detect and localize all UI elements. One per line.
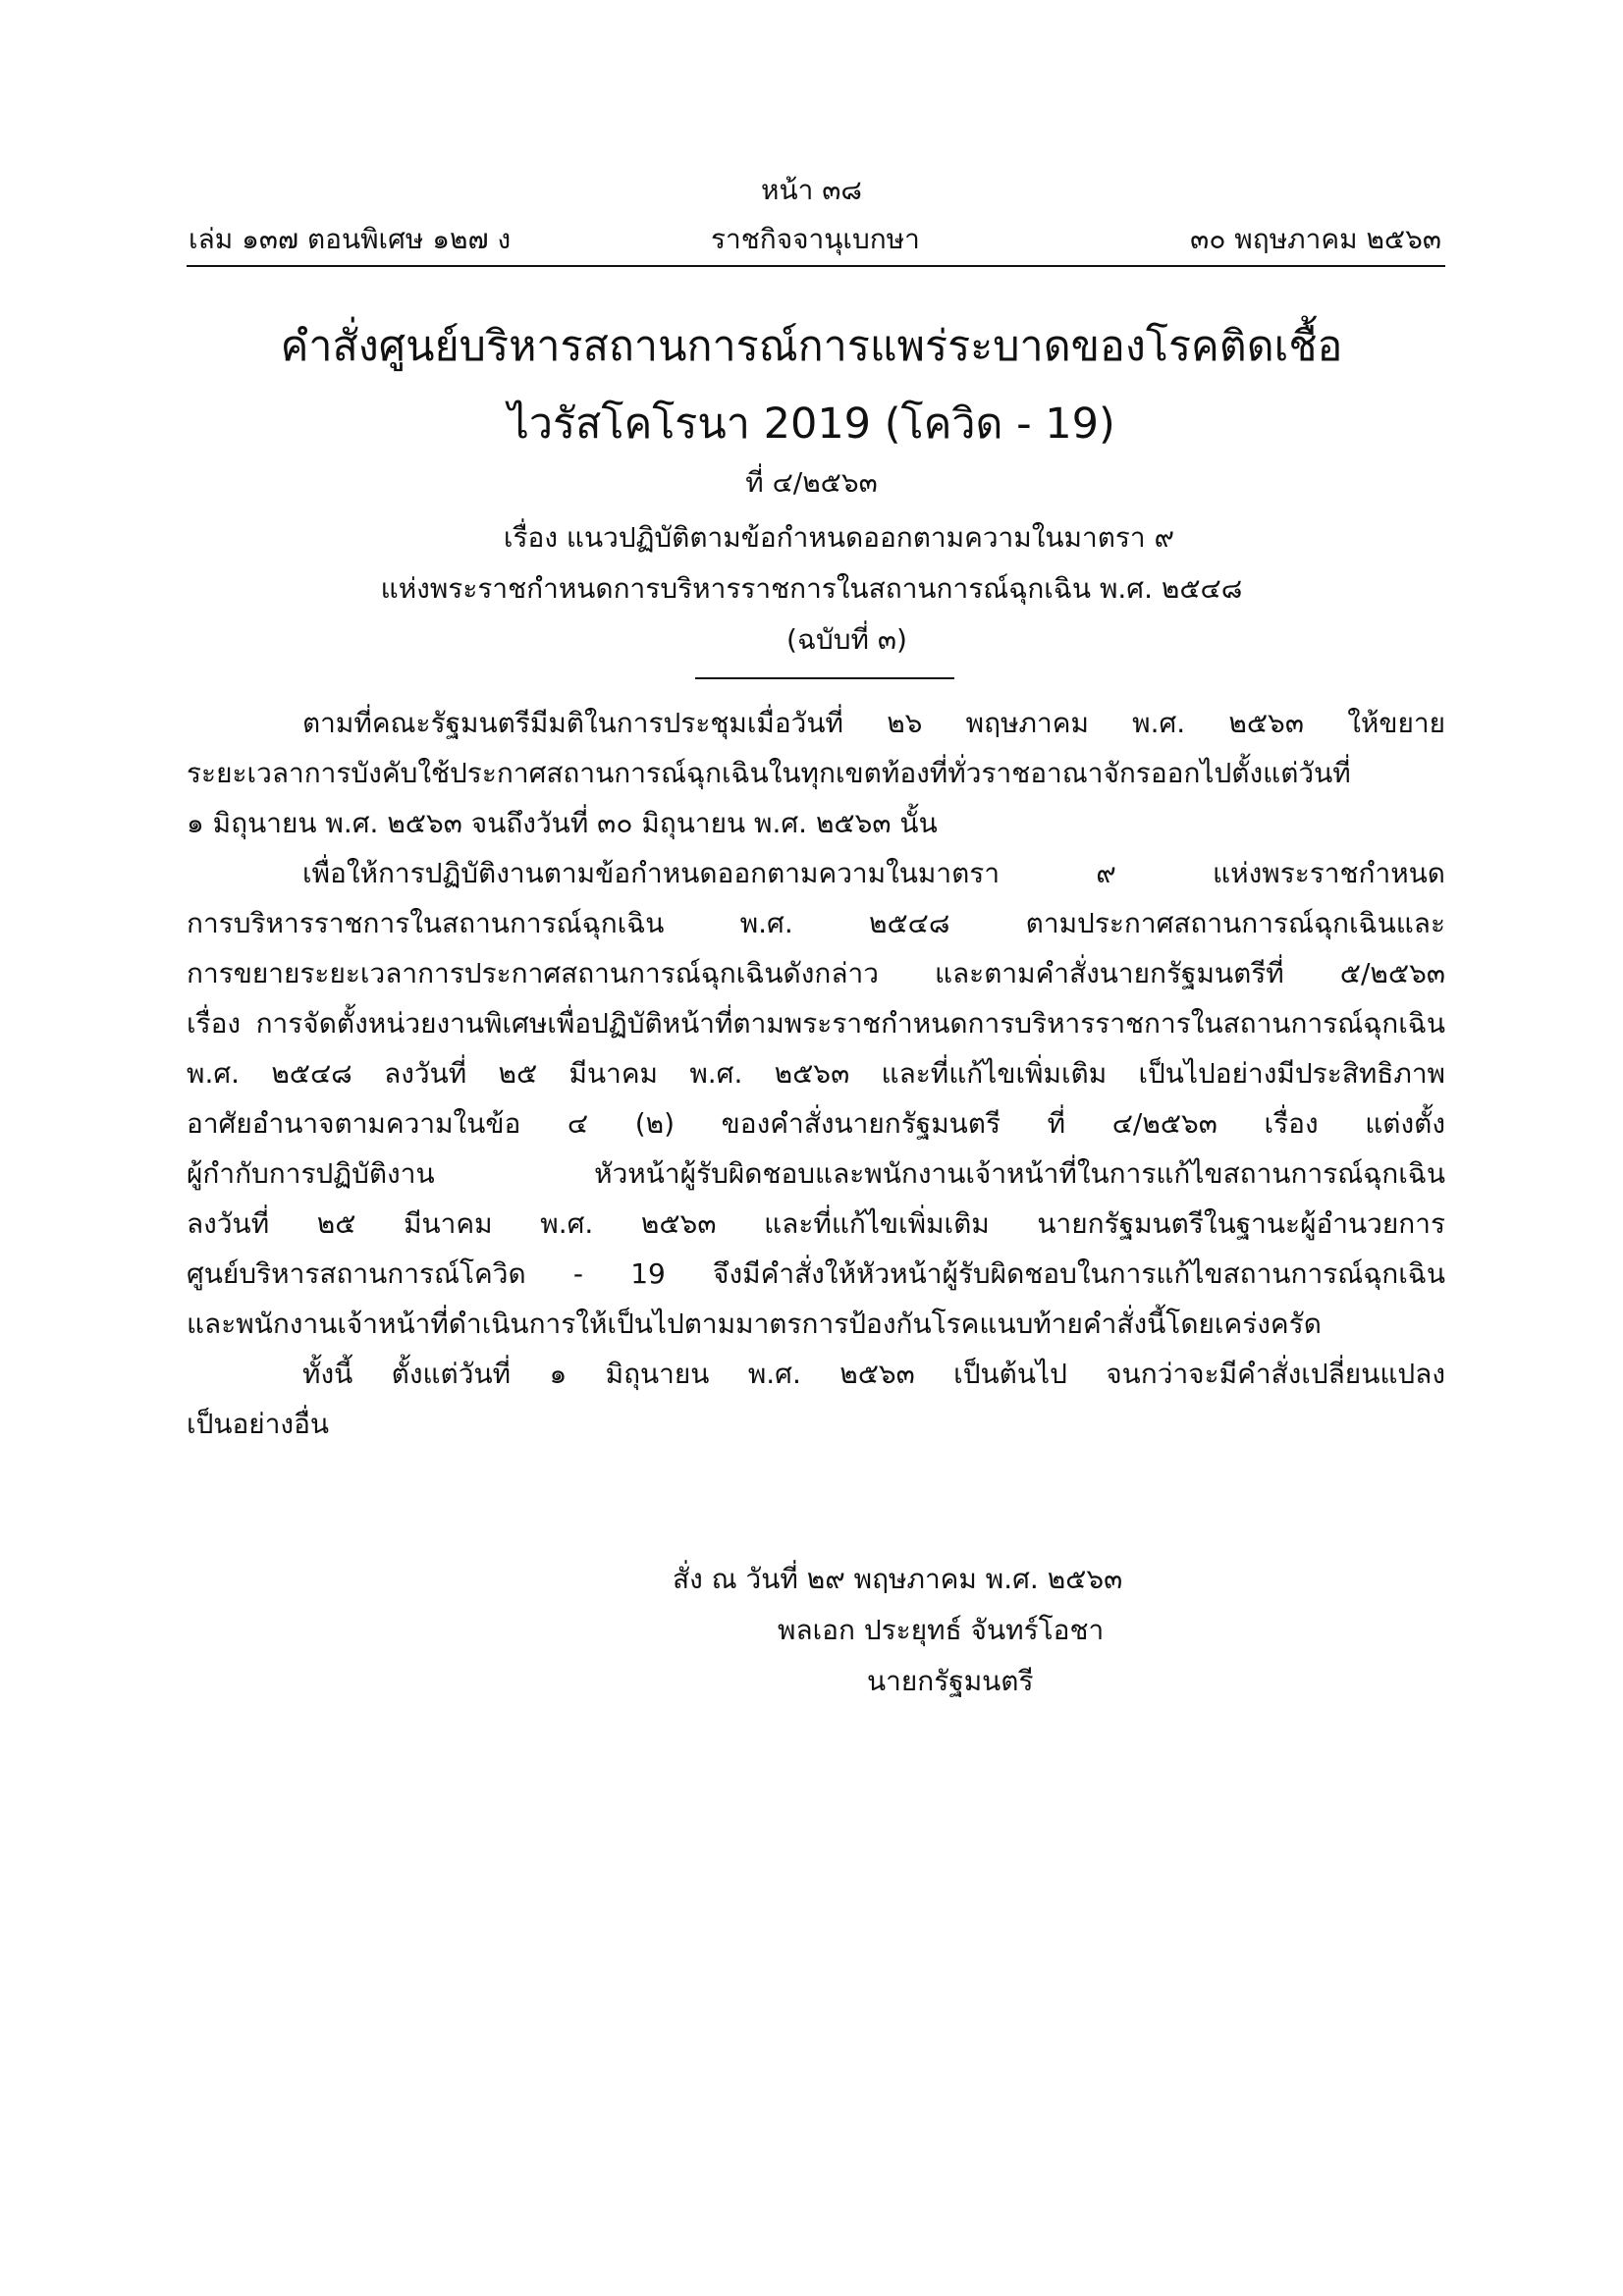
paragraph-2-line: และพนักงานเจ้าหน้าที่ดำเนินการให้เป็นไปตามมาตรการป้องกันโรคแนบท้ายคำสั่งนี้โดยเคร่งครัด — [187, 1308, 1322, 1340]
paragraph-1-line: ระยะเวลาการบังคับใช้ประกาศสถานการณ์ฉุกเฉินในทุกเขตท้องที่ทั่วราชอาณาจักรออกไปตั้งแต่วันที่ — [187, 757, 1351, 789]
publication-date: ๓๐ พฤษภาคม ๒๕๖๓ — [1190, 223, 1441, 255]
paragraph-2 — [187, 848, 1445, 1299]
document-title-line-2: ไวรัสโคโรนา 2019 (โควิด - 19) — [508, 400, 1115, 449]
paragraph-2-line: การบริหารราชการในสถานการณ์ฉุกเฉิน พ.ศ. ๒๕๔๘ ตามประกาศสถานการณ์ฉุกเฉินและ — [187, 907, 1445, 939]
paragraph-2-line: เรื่อง การจัดตั้งหน่วยงานพิเศษเพื่อปฏิบัติหน้าที่ตามพระราชกำหนดการบริหารราชการในสถานการณ์ฉุกเฉิน — [187, 1007, 1445, 1040]
paragraph-1 — [187, 698, 1445, 798]
paragraph-1-line: ๑ มิถุนายน พ.ศ. ๒๕๖๓ จนถึงวันที่ ๓๐ มิถุนายน พ.ศ. ๒๕๖๓ นั้น — [187, 807, 938, 839]
paragraph-2-line: ศูนย์บริหารสถานการณ์โควิด - 19 จึงมีคำสั่งให้หัวหน้าผู้รับผิดชอบในการแก้ไขสถานการณ์ฉุกเฉิน — [187, 1257, 1445, 1290]
paragraph-2-line: เพื่อให้การปฏิบัติงานตามข้อกำหนดออกตามความในมาตรา ๙ แห่งพระราชกำหนด — [302, 857, 1445, 889]
volume-info: เล่ม ๑๓๗ ตอนพิเศษ ๑๒๗ ง — [189, 223, 512, 255]
paragraph-3 — [187, 1349, 1445, 1399]
order-subject-line-1: เรื่อง แนวปฏิบัติตามข้อกำหนดออกตามความในมาตรา ๙ — [503, 521, 1175, 554]
paragraph-2-end — [187, 1299, 1445, 1349]
header-rule — [187, 265, 1445, 267]
signatory-name: พลเอก ประยุทธ์ จันทร์โอชา — [778, 1614, 1105, 1646]
order-number: ที่ ๔/๒๕๖๓ — [745, 466, 878, 499]
paragraph-2-line: ผู้กำกับการปฏิบัติงาน หัวหน้าผู้รับผิดชอบและพนักงานเจ้าหน้าที่ในการแก้ไขสถานการณ์ฉุกเฉิน — [187, 1157, 1445, 1190]
paragraph-2-line: ลงวันที่ ๒๕ มีนาคม พ.ศ. ๒๕๖๓ และที่แก้ไขเพิ่มเติม นายกรัฐมนตรีในฐานะผู้อำนวยการ — [187, 1207, 1445, 1240]
paragraph-2-line: อาศัยอำนาจตามความในข้อ ๔ (๒) ของคำสั่งนายกรัฐมนตรี ที่ ๔/๒๕๖๓ เรื่อง แต่งตั้ง — [187, 1107, 1445, 1140]
signature-date: สั่ง ณ วันที่ ๒๙ พฤษภาคม พ.ศ. ๒๕๖๓ — [673, 1563, 1123, 1595]
paragraph-1-line: ตามที่คณะรัฐมนตรีมีมติในการประชุมเมื่อวันที่ ๒๖ พฤษภาคม พ.ศ. ๒๕๖๓ ให้ขยาย — [302, 707, 1445, 739]
publication-name: ราชกิจจานุเบกษา — [711, 223, 920, 255]
document-title-line-1: คำสั่งศูนย์บริหารสถานการณ์การแพร่ระบาดของโรคติดเชื้อ — [280, 322, 1343, 371]
title-divider — [695, 677, 954, 679]
order-subject-line-2: แห่งพระราชกำหนดการบริหารราชการในสถานการณ์ฉุกเฉิน พ.ศ. ๒๕๔๘ — [380, 572, 1243, 605]
order-edition: (ฉบับที่ ๓) — [786, 623, 907, 656]
paragraph-2-line: การขยายระยะเวลาการประกาศสถานการณ์ฉุกเฉินดังกล่าว และตามคำสั่งนายกรัฐมนตรีที่ ๕/๒๕๖๓ — [187, 957, 1445, 989]
paragraph-3-end — [187, 1399, 1445, 1449]
paragraph-2-line: พ.ศ. ๒๕๔๘ ลงวันที่ ๒๕ มีนาคม พ.ศ. ๒๕๖๓ และที่แก้ไขเพิ่มเติม เป็นไปอย่างมีประสิทธิภาพ — [187, 1057, 1445, 1090]
signatory-position: นายกรัฐมนตรี — [867, 1665, 1034, 1697]
paragraph-3-line: เป็นอย่างอื่น — [187, 1408, 330, 1440]
body-text — [187, 698, 1445, 1449]
paragraph-1-end — [187, 798, 1445, 848]
page-number: หน้า ๓๘ — [761, 174, 862, 206]
paragraph-3-line: ทั้งนี้ ตั้งแต่วันที่ ๑ มิถุนายน พ.ศ. ๒๕๖๓ เป็นต้นไป จนกว่าจะมีคำสั่งเปลี่ยนแปลง — [302, 1358, 1445, 1390]
